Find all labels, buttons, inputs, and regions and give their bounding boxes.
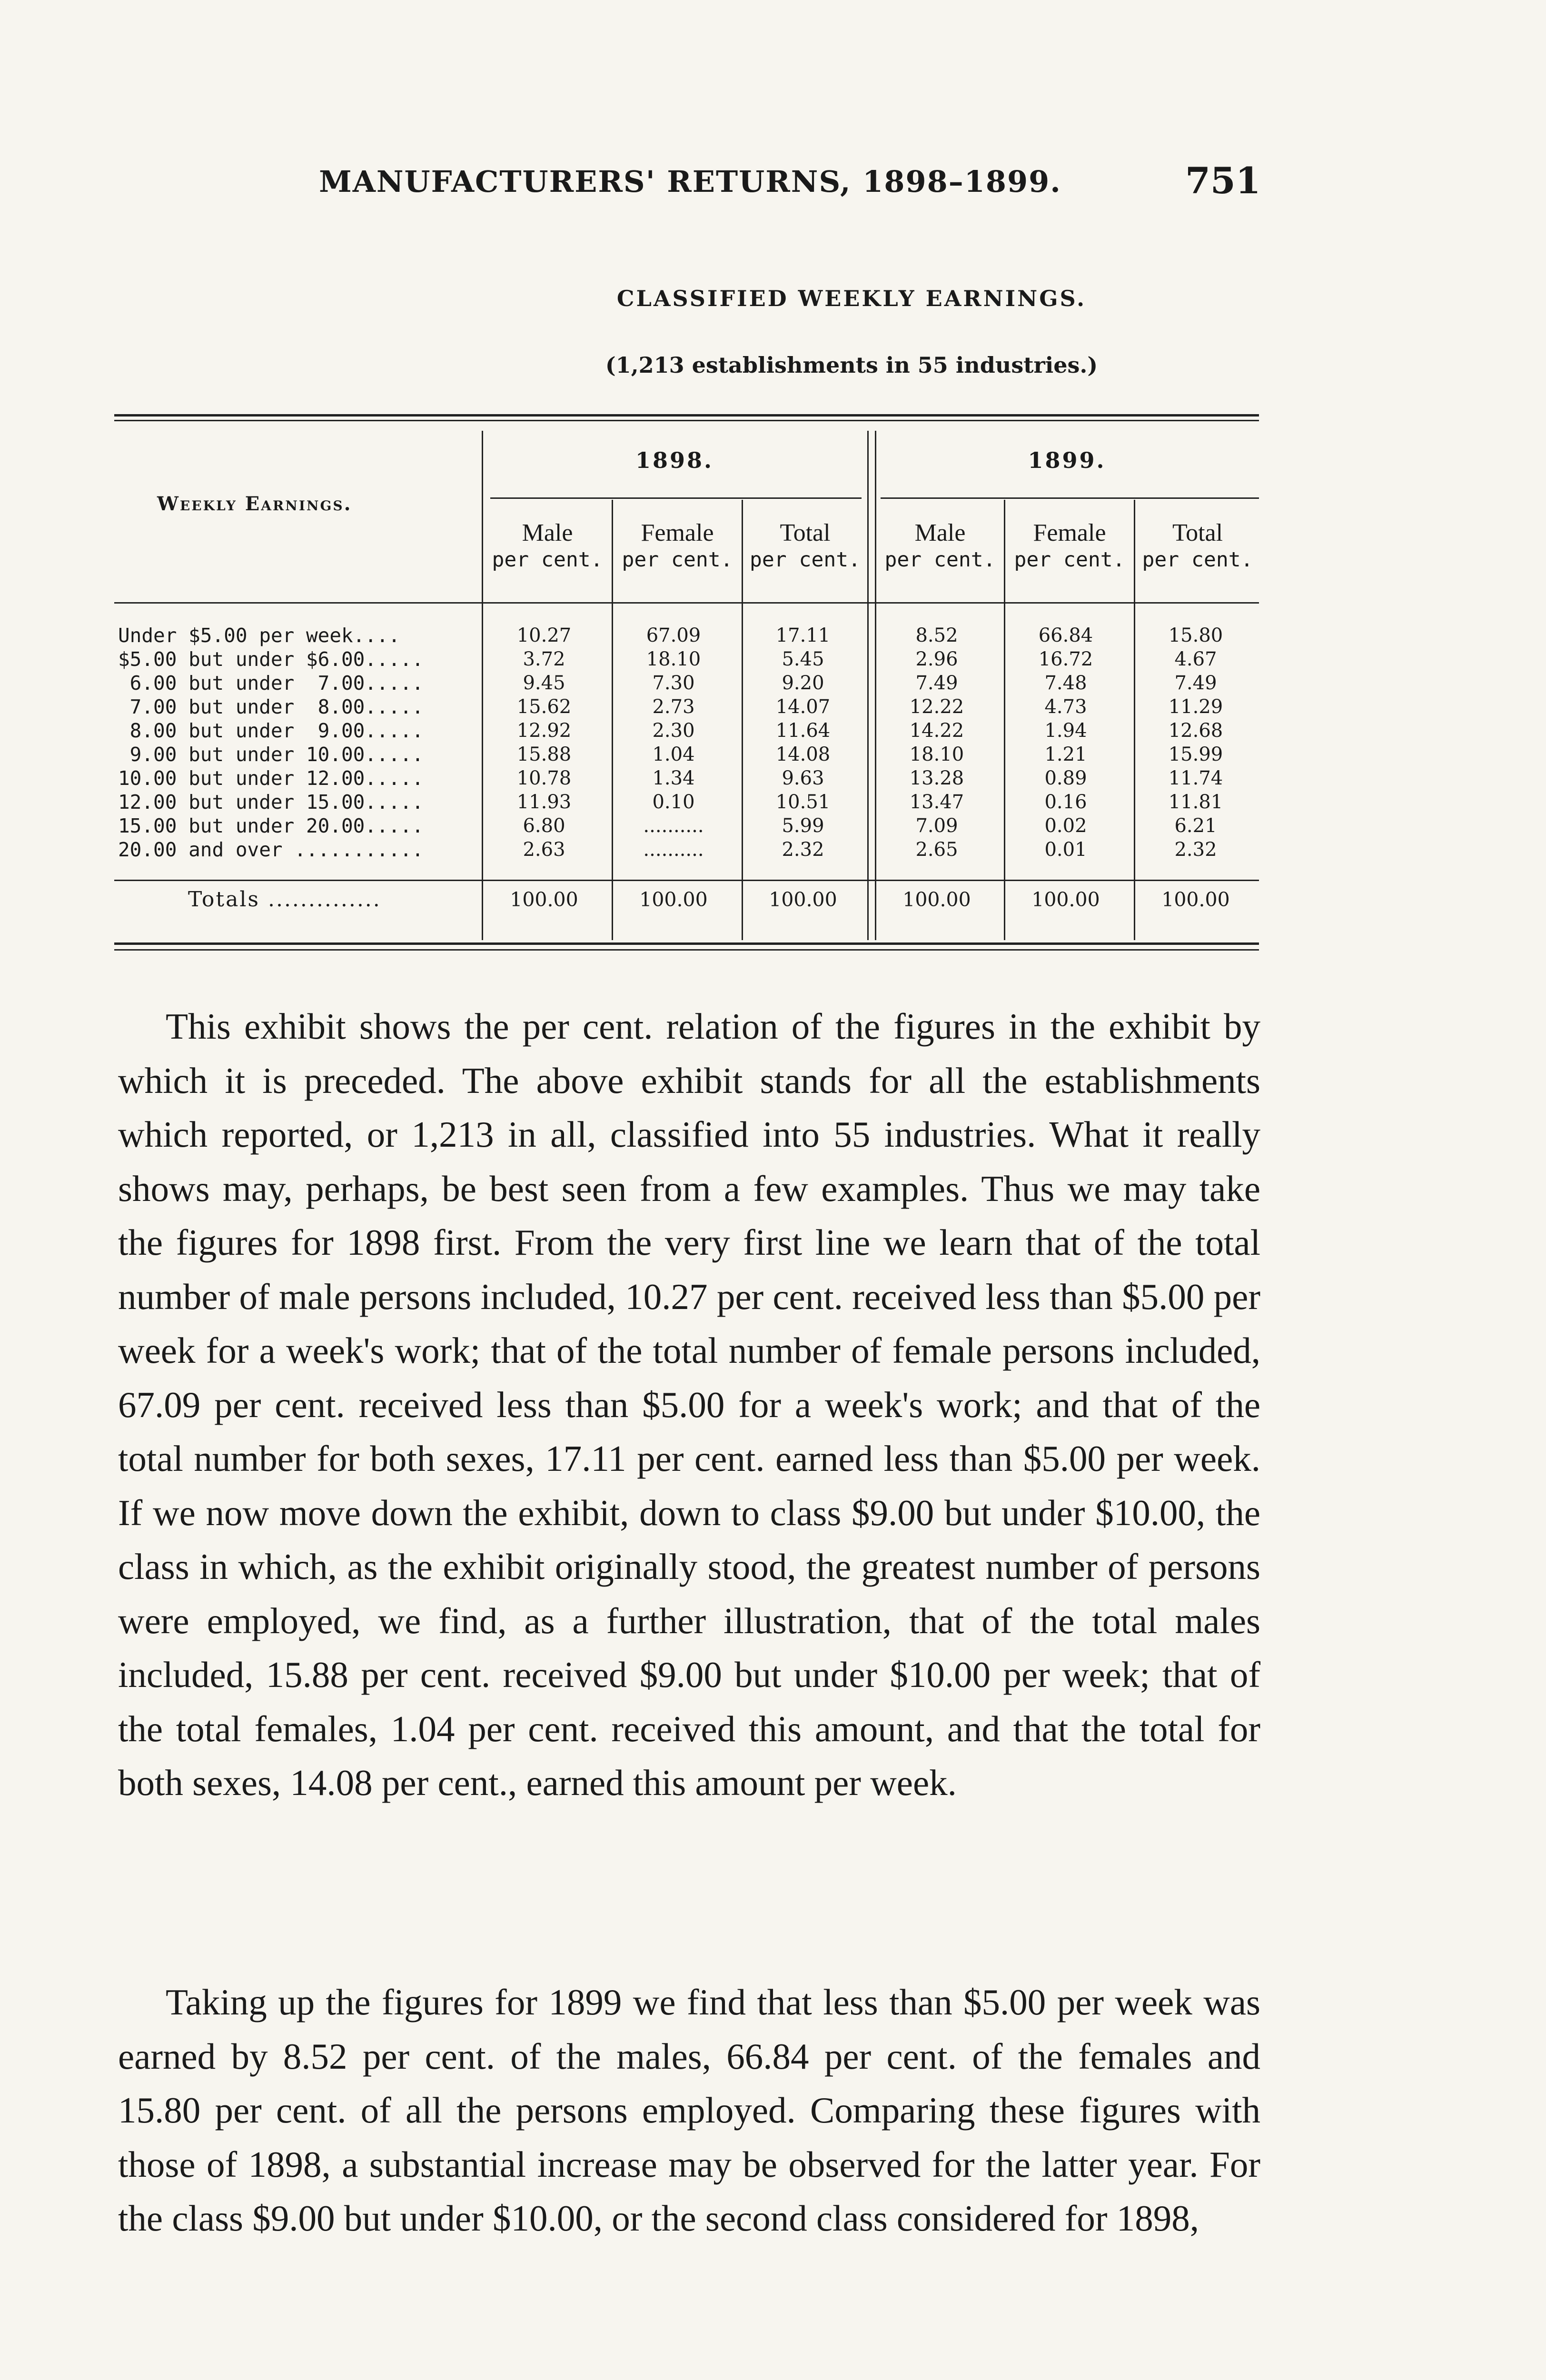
total-1899-total: 100.00 <box>1161 888 1230 911</box>
table-row <box>0 838 1546 862</box>
cell-1899-female: 16.72 <box>1038 648 1093 670</box>
total-1899-male: 100.00 <box>902 888 971 911</box>
table-top-rule-inner <box>114 420 1259 421</box>
table-title: CLASSIFIED WEEKLY EARNINGS. <box>616 286 1087 311</box>
totals-row <box>0 885 1546 914</box>
cell-1899-male: 18.10 <box>909 744 964 765</box>
table-row <box>0 743 1546 766</box>
table-header-rule <box>114 602 1259 604</box>
cell-1898-total: 11.64 <box>775 720 831 742</box>
cell-1898-male: 6.80 <box>523 815 565 837</box>
body-paragraph-1: This exhibit shows the per cent. relation of the figures in the exhibit by which it is preceded. The above exhibit stands for all the establishments which reported, or 1,213 in all, classified into 55 industries. What it really shows may, perhaps, be best seen from a few examples. Thus we may take the figures for 1898 first. From the very first line we learn that of the total number of male persons included, 10.27 per cent. received less than $5.00 per week for a week's work; that of the total number of female persons included, 67.09 per cent. received less than $5.00 for a week's work; and that of the total number for both sexes, 17.11 per cent. earned less than $5.00 per week. If we now move down the exhibit, down to class $9.00 but under $10.00, the class in which, as the exhibit originally stood, the greatest number of persons were employed, we find, as a further illustration, that of the total males included, 15.88 per cent. received $9.00 but under $10.00 per week; that of the total females, 1.04 per cent. received this amount, and that the total for both sexes, 14.08 per cent., earned this amount per week. <box>118 1006 1260 1803</box>
year-1899-heading: 1899. <box>1028 447 1106 473</box>
row-label: 10.00 but under 12.00..... <box>118 767 424 790</box>
cell-1899-total: 15.99 <box>1168 744 1223 765</box>
column-header: Female per cent. <box>1014 519 1125 572</box>
table-row <box>0 814 1546 838</box>
cell-1898-male: 3.72 <box>523 648 565 670</box>
column-header: Male per cent. <box>884 519 996 572</box>
cell-1898-male: 15.88 <box>516 744 572 765</box>
cell-1898-female: 2.30 <box>652 720 695 742</box>
cell-1899-male: 2.65 <box>915 839 958 861</box>
cell-1898-male: 10.78 <box>516 767 572 789</box>
cell-1898-female: 7.30 <box>652 672 695 694</box>
total-1898-total: 100.00 <box>769 888 837 911</box>
cell-1899-female: 1.94 <box>1044 720 1087 742</box>
cell-1899-male: 8.52 <box>915 625 958 646</box>
row-label: 12.00 but under 15.00..... <box>118 791 424 813</box>
cell-1898-total: 9.20 <box>782 672 824 694</box>
year-1899-rule <box>881 497 1259 499</box>
row-label: 6.00 but under 7.00..... <box>118 672 424 694</box>
body-paragraph-2: Taking up the figures for 1899 we find that less than $5.00 per week was earned by 8.52 per cent. of the males, 66.84 per cent. of the females and 15.80 per cent. of all the persons employed. Comparing these figures with those of 1898, a substantial increase may be observed for the latter year. For the class $9.00 but under $10.00, or the second class considered for 1898, <box>118 1982 1260 2239</box>
cell-1898-male: 10.27 <box>516 625 572 646</box>
cell-1899-female: 7.48 <box>1044 672 1087 694</box>
cell-1898-total: 14.08 <box>775 744 831 765</box>
cell-1898-female: .......... <box>643 815 704 837</box>
cell-1899-male: 13.28 <box>909 767 964 789</box>
cell-1898-female: 0.10 <box>652 791 695 813</box>
cell-1899-male: 12.22 <box>909 696 964 718</box>
cell-1898-total: 17.11 <box>775 625 831 646</box>
cell-1899-total: 15.80 <box>1168 625 1223 646</box>
cell-1898-female: 67.09 <box>646 625 701 646</box>
cell-1899-male: 7.09 <box>915 815 958 837</box>
table-bottom-rule-inner <box>114 949 1259 951</box>
cell-1898-male: 2.63 <box>523 839 565 861</box>
cell-1898-total: 2.32 <box>782 839 824 861</box>
column-header: Female per cent. <box>622 519 733 572</box>
table-row <box>0 695 1546 719</box>
table-row <box>0 766 1546 790</box>
table-row <box>0 719 1546 743</box>
column-header: Male per cent. <box>492 519 603 572</box>
cell-1899-female: 1.21 <box>1044 744 1087 765</box>
cell-1899-total: 7.49 <box>1174 672 1217 694</box>
row-label: 7.00 but under 8.00..... <box>118 695 424 718</box>
cell-1898-female: .......... <box>643 839 704 861</box>
total-1899-female: 100.00 <box>1031 888 1100 911</box>
cell-1899-male: 14.22 <box>909 720 964 742</box>
column-header: Total per cent. <box>750 519 861 572</box>
cell-1899-total: 2.32 <box>1174 839 1217 861</box>
stub-header: Weekly Earnings. <box>157 493 352 515</box>
totals-label: Totals .............. <box>188 887 381 912</box>
cell-1898-total: 14.07 <box>775 696 831 718</box>
cell-1898-male: 9.45 <box>523 672 565 694</box>
cell-1898-male: 11.93 <box>516 791 572 813</box>
cell-1898-male: 15.62 <box>516 696 572 718</box>
cell-1899-male: 13.47 <box>909 791 964 813</box>
cell-1899-total: 11.74 <box>1168 767 1223 789</box>
cell-1899-total: 11.81 <box>1168 791 1223 813</box>
cell-1899-female: 66.84 <box>1038 625 1093 646</box>
column-header: Total per cent. <box>1142 519 1253 572</box>
cell-1899-total: 6.21 <box>1174 815 1217 837</box>
cell-1898-female: 1.34 <box>652 767 695 789</box>
cell-1899-female: 0.02 <box>1044 815 1087 837</box>
cell-1899-total: 4.67 <box>1174 648 1217 670</box>
table-row <box>0 790 1546 814</box>
row-label: 20.00 and over ........... <box>118 838 424 861</box>
cell-1898-female: 18.10 <box>646 648 701 670</box>
cell-1899-male: 7.49 <box>915 672 958 694</box>
cell-1898-total: 5.45 <box>782 648 824 670</box>
cell-1899-female: 4.73 <box>1044 696 1087 718</box>
cell-1898-total: 9.63 <box>782 767 824 789</box>
table-row <box>0 647 1546 671</box>
cell-1898-total: 10.51 <box>775 791 831 813</box>
cell-1898-female: 1.04 <box>652 744 695 765</box>
cell-1899-total: 12.68 <box>1168 720 1223 742</box>
page-number: 751 <box>1185 159 1261 202</box>
cell-1899-female: 0.01 <box>1044 839 1087 861</box>
cell-1898-female: 2.73 <box>652 696 695 718</box>
row-label: 9.00 but under 10.00..... <box>118 743 424 766</box>
cell-1899-female: 0.16 <box>1044 791 1087 813</box>
total-1898-male: 100.00 <box>510 888 578 911</box>
table-subtitle: (1,213 establishments in 55 industries.) <box>605 352 1098 378</box>
table-row <box>0 624 1546 647</box>
table-totals-rule <box>114 880 1259 881</box>
cell-1898-total: 5.99 <box>782 815 824 837</box>
row-label: $5.00 but under $6.00..... <box>118 648 424 671</box>
total-1898-female: 100.00 <box>639 888 708 911</box>
cell-1899-female: 0.89 <box>1044 767 1087 789</box>
row-label: 8.00 but under 9.00..... <box>118 719 424 742</box>
cell-1899-male: 2.96 <box>915 648 958 670</box>
year-1898-heading: 1898. <box>635 447 714 473</box>
cell-1899-total: 11.29 <box>1168 696 1223 718</box>
table-row <box>0 671 1546 695</box>
cell-1898-male: 12.92 <box>516 720 572 742</box>
running-title: MANUFACTURERS' RETURNS, 1898–1899. <box>319 164 1061 199</box>
row-label: 15.00 but under 20.00..... <box>118 814 424 837</box>
row-label: Under $5.00 per week.... <box>118 624 400 647</box>
table-top-rule <box>114 414 1259 416</box>
year-1898-rule <box>490 497 862 499</box>
table-bottom-rule <box>114 942 1259 945</box>
